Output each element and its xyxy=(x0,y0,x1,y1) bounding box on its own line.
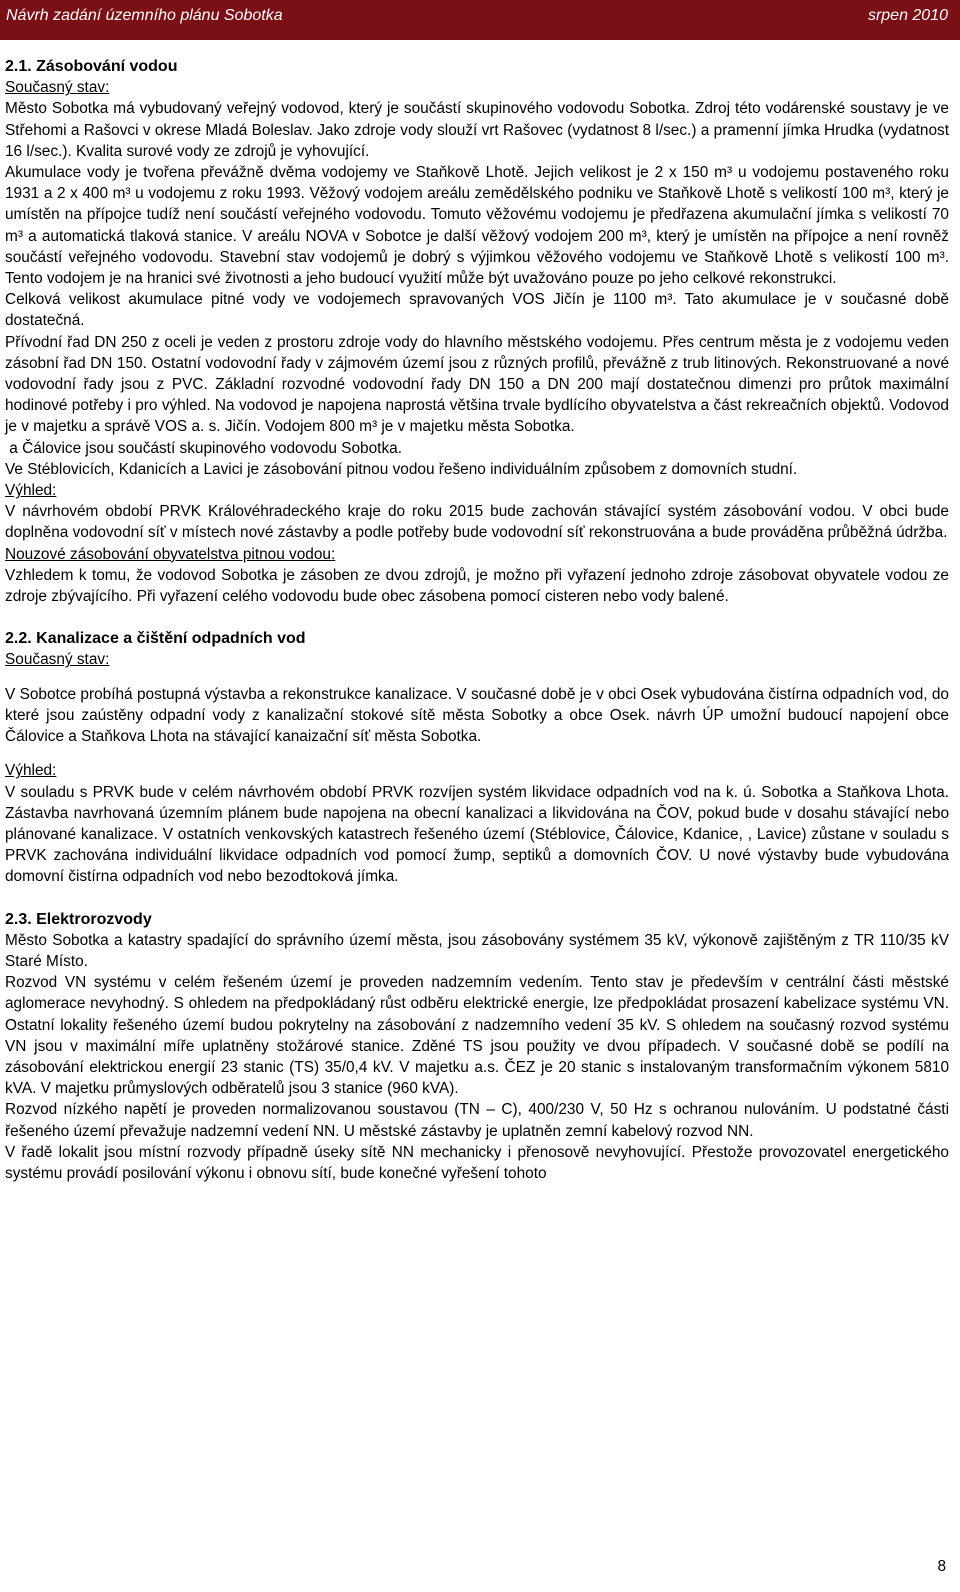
paragraph: Město Sobotka a katastry spadající do správního území města, jsou zásobovány systémem 35 kV, výkonově zajištěným z TR 110/35 kV Staré Místo. xyxy=(5,931,949,970)
page-header xyxy=(0,0,960,40)
current-state-label: Současný stav: xyxy=(5,79,110,97)
page-number: 8 xyxy=(937,1558,946,1575)
document-body xyxy=(5,56,949,1184)
paragraph: V návrhovém období PRVK Královéhradeckého kraje do roku 2015 bude zachován stávající systém zásobování vodou. V obci bude doplněna vodovodní síť v místech nové zástavby a podle potřeby bude vodovodní síť rekonstruována a bude prováděna průběžná údržba. xyxy=(5,503,949,542)
paragraph: Ve Stéblovicích, Kdanicích a Lavici je zásobování pitnou vodou řešeno individuálním způsobem z domovních studní. xyxy=(5,460,798,478)
paragraph: Rozvod nízkého napětí je proveden normalizovanou soustavou (TN – C), 400/230 V, 50 Hz s ochranou nulováním. U podstatné části řešeného území převažuje nadzemní vedení NN. U městské zástavby je uplatněn zemní kabelový rozvod NN. xyxy=(5,1101,949,1140)
paragraph: Akumulace vody je tvořena převážně dvěma vodojemy ve Staňkově Lhotě. Jejich velikost je 2 x 150 m³ u vodojemu postaveného roku 1931 a 2 x 400 m³ u vodojemu z roku 1993. Věžový vodojem areálu zemědělského podniku ve Staňkově Lhotě s velikostí 100 m³, který je umístěn na přípojce tudíž není součástí veřejného vodovodu. Tomuto věžovému vodojemu je předřazena akumulační jímka s velikostí 70 m³ a automatická tlaková stanice. V areálu NOVA v Sobotce je další věžový vodojem 200 m³, který je umístěn na přípojce a není rovněž součástí veřejného vodovodu. Stavební stav vodojemů je dobrý s výjimkou věžového vodojemu ve Staňkově Lhotě s velikostí 100 m³. Tento vodojem je na hranici své životnosti a jeho budoucí využití může být uvažováno pouze po jeho celkové rekonstrukci. xyxy=(5,164,949,288)
paragraph: Celková velikost akumulace pitné vody ve vodojemech spravovaných VOS Jičín je 1100 m³. Tato akumulace je v současné době dostatečná. xyxy=(5,291,949,330)
paragraph: Přívodní řad DN 250 z oceli je veden z prostoru zdroje vody do hlavního městského vodojemu. Přes centrum města je z vodojemu veden zásobní řad DN 150. Ostatní vodovodní řady v zájmovém území jsou z různých profilů, převážně z trub litinových. Rekonstruované a nové vodovodní řady jsou z PVC. Základní rozvodné vodovodní řady DN 150 a DN 200 mají dostatečnou dimenzi pro průtok maximální hodinové potřeby i pro výhled. Na vodovod je napojena naprostá většina trvale bydlícího obyvatelstva a část rekreačních objektů. Vodovod je v majetku a správě VOS a. s. Jičín. Vodojem 800 m³ je v majetku města Sobotka. xyxy=(5,333,949,436)
document-title: Návrh zadání územního plánu Sobotka xyxy=(6,7,283,24)
outlook-label: Výhled: xyxy=(5,762,57,780)
current-state-label: Současný stav: xyxy=(5,651,110,669)
section-heading-sewage: 2.2. Kanalizace a čištění odpadních vod xyxy=(5,630,306,648)
section-heading-water: 2.1. Zásobování vodou xyxy=(5,58,178,75)
section-heading-electricity: 2.3. Elektrorozvody xyxy=(5,910,152,928)
paragraph: V Sobotce probíhá postupná výstavba a rekonstrukce kanalizace. V současné době je v obci Osek vybudována čistírna odpadních vod, do které jsou zaústěny odpadní vody z kanalizační stokové sítě města Sobotky a obce Osek. návrh ÚP umožní budoucí napojení obce Čálovice a Staňkova Lhota na stávající kanaizační síť města Sobotka. xyxy=(5,685,949,746)
paragraph: Rozvod VN systému v celém řešeném území je proveden nadzemním vedením. Tento stav je především v centrální části městské aglomerace nevyhodný. S ohledem na předpokládaný růst odběru elektrické energie, lze předpokládat prosazení kabelizace systému VN. Ostatní lokality řešeného území budou pokrytelny na zásobování z nadzemního vedení 35 kV. S ohledem na současný rozvod systému VN jsou v maximální míře uplatněny stožárové stanice. Zděné TS jsou použity ve dvou případech. V současné době se podílí na zásobování elektrickou energií 23 stanic (TS) 35/0,4 kV. V majetku a.s. ČEZ je 20 stanic s instalovaným transformačním výkonem 5810 kVA. V majetku průmyslových odběratelů jsou 3 stanice (960 kVA). xyxy=(5,974,949,1098)
paragraph: Město Sobotka má vybudovaný veřejný vodovod, který je součástí skupinového vodovodu Sobotka. Zdroj této vodárenské soustavy je ve Střehomi a Rašovci v okrese Mladá Boleslav. Jako zdroje vody slouží vrt Rašovec (vydatnost 8 l/sec.) a pramenní jímka Hrudka (vydatnost 16 l/sec.). Kvalita surové vody ze zdrojů je vyhovující. xyxy=(5,100,949,160)
paragraph: a Čálovice jsou součástí skupinového vodovodu Sobotka. xyxy=(5,439,402,457)
paragraph: V souladu s PRVK bude v celém návrhovém období PRVK rozvíjen systém likvidace odpadních vod na k. ú. Sobotka a Staňkova Lhota. Zástavba navrhovaná územním plánem bude napojena na obecní kanalizaci a likvidována na ČOV, pokud bude v dosahu stávající nebo plánované kanalizace. V ostatních venkovských katastrech řešeného území (Stéblovice, Čálovice, Kdanice, , Lavice) zůstane v souladu s PRVK zachována individuální likvidace odpadních vod pomocí žump, septiků a domovních ČOV. U nové výstavby bude vybudována domovní čistírna odpadních vod nebo bezodtoková jímka. xyxy=(5,783,949,886)
emergency-supply-label: Nouzové zásobování obyvatelstva pitnou vodou: xyxy=(5,545,336,563)
paragraph: V řadě lokalit jsou místní rozvody případně úseky sítě NN mechanicky i přenosově nevyhovující. Přestože provozovatel energetického systému provádí posilování výkonu i obnovu sítí, bude konečné vyřešení tohoto xyxy=(5,1143,949,1182)
outlook-label: Výhled: xyxy=(5,482,57,500)
paragraph: Vzhledem k tomu, že vodovod Sobotka je zásoben ze dvou zdrojů, je možno při vyřazení jednoho zdroje zásobovat obyvatele vodou ze zdroje zbývajícího. Při vyřazení celého vodovodu bude obec zásobena pomocí cisteren nebo vody balené. xyxy=(5,566,949,606)
document-date: srpen 2010 xyxy=(867,7,948,24)
